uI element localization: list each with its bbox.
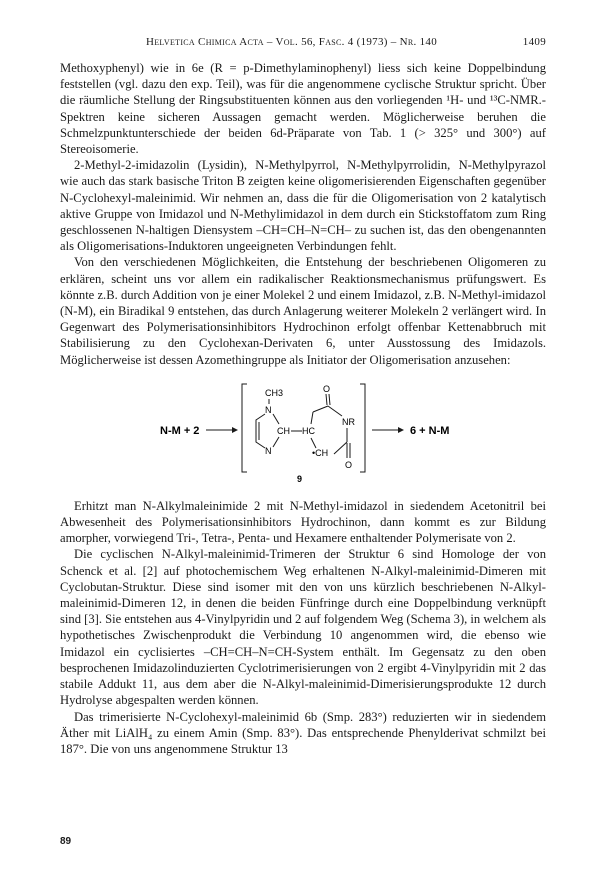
succinimide-bond-left-top — [311, 412, 313, 424]
succinimide-bond-top — [328, 406, 342, 416]
reaction-scheme — [60, 376, 546, 490]
imidazole-bond-top — [273, 414, 279, 424]
compound-number: 9 — [297, 473, 303, 484]
reaction-scheme-drawing — [60, 376, 546, 490]
carbonyl-carbon-bottom — [334, 442, 347, 454]
carbonyl-top-line-2 — [329, 394, 330, 405]
oxygen-top: O — [323, 383, 331, 394]
arrow-head-icon — [232, 427, 238, 433]
carbonyl-top-line-1 — [326, 394, 327, 405]
running-header — [60, 36, 546, 52]
ring-nitrogen-top: N — [265, 404, 272, 415]
article-body — [60, 60, 546, 757]
paragraph: Das trimerisierte N-Cyclohexyl-maleinimid 6b (Smp. 283°) reduzierten wir in siedendem Äther mit LiAlH₄ zu einem Amin (Smp. 83°). Das entsprechende Phenylderivat schmilzt bei 187°. Die von uns angenommene Struktur 13 — [60, 709, 546, 756]
ring-ch-label: CH — [277, 425, 290, 436]
scheme-products: 6 + N-M — [410, 424, 450, 437]
hc-label: HC — [302, 425, 315, 436]
methyl-label: CH3 — [265, 387, 284, 398]
sheet-number: 89 — [60, 836, 72, 847]
paragraph: Die cyclischen N-Alkyl-maleinimid-Trimeren der Struktur 6 sind Homologe der von Schenck et al. [2] auf photochemischem Weg erhaltenen N-Alkyl-maleinimid-Dimeren mit Cyclobutan-Struktur. Diese sind isomer mit den von uns kürzlich beschriebenen N-Alkyl-maleinimid-Dimeren 12, in denen die beiden Fünfringe durch eine Doppelbindung verknüpft sind [3]. Sie entstehen aus 4-Vinylpyridin und 2 auf folgendem Weg (Schema 3), in welchem als hypothetisches Zwischenprodukt die Verbindung 10 angenommen wird, die ebenso wie Imidazol ein cyclisiertes –CH=CH–N=CH-System enthält. Im Gegensatz zu den oben besprochenen Imidazolinduzierten Cyclotrimerisierungen von 2 ergibt 4-Vinylpyridin mit 2 das stabile Addukt 11, aus dem aber die N-Alkyl-maleinimid-Dimerisierungsprodukte 12 durch Hydrolyse abgespalten werden können. — [60, 547, 546, 708]
ring-nitrogen-bottom: N — [265, 445, 272, 456]
radical-ch-label: •CH — [312, 447, 329, 458]
paragraph: 2-Methyl-2-imidazolin (Lysidin), N-Methylpyrrol, N-Methylpyrrolidin, N-Methylpyrazol wie auch das stark basische Triton B zeigten keine oligomerisierenden Eigenschaften gegenüber N-Cyclohexyl-maleinimid. Wir nehmen an, dass die für die Oligomerisation von 2 katalytisch aktive Gruppe von Imidazol und N-Methylimidazol in dem durch ein Stickstoffatom zum Ring geschlossenen N-haltigen Diensystem –CH=CH–N=CH– zu suchen ist, das den obengenannten als Oligomerisations-Induktoren ungeeigneten Verbindungen fehlt. — [60, 158, 546, 254]
paragraph: Erhitzt man N-Alkylmaleinimide 2 mit N-Methyl-imidazol in siedendem Acetonitril bei Abwesenheit des Polymerisationsinhibitors Hydrochinon, dann kommt es zur Bildung amorpher, vorwiegend Tri-, Tetra-, Penta- und Hexamere enthaltender Polymerisate von 2. — [60, 498, 546, 546]
page-number: 1409 — [522, 36, 546, 48]
carbonyl-carbon-top — [313, 406, 328, 412]
running-title: Helvetica Chimica Acta – Vol. 56, Fasc. 4 (1973) – Nr. 140 — [146, 36, 438, 48]
oxygen-bottom: O — [345, 459, 353, 470]
arrow-head-icon — [398, 427, 404, 433]
paragraph: Von den verschiedenen Möglichkeiten, die Entstehung der beschriebenen Oligomeren zu erklären, scheint uns vor allem ein radikalischer Reaktionsmechanismus prüfungswert. Es könnte z.B. durch Addition von je einer Molekel 2 und einem Imidazol, z.B. N-Methyl-imidazol (N-M), ein Biradikal 9 entstehen, das durch Anlagerung weiterer Molekeln 2 verlängert wird. In Gegenwart des Polymerisationsinhibitors Hydrochinon erfolgt offenbar Kettenabbruch mit Stabilisierung zu den Cyclohexan-Derivaten 6, unter Ausstossung des Imidazols. Möglicherweise ist dessen Azomethingruppe als Initiator der Oligomerisation anzusehen: — [60, 255, 546, 367]
left-bracket — [242, 384, 247, 472]
right-bracket — [360, 384, 365, 472]
paragraph: Methoxyphenyl) wie in 6e (R = p-Dimethylaminophenyl) liess sich keine Doppelbindung feststellen (vgl. dazu den exp. Teil), was für die angenommene cyclische Struktur spricht. Über die räumliche Stellung der Ringsubstituenten können aus den vorliegenden ¹H- und ¹³C-NMR.-Spektren keine sicheren Aussagen gemacht werden. Möglicherweise beruhen die Schmelzpunktunterschiede der beiden 6d-Präparate von Tab. 1 (> 325° und 300°) auf Stereoisomerie. — [60, 61, 546, 157]
nr-label: NR — [342, 416, 355, 427]
succinimide-bond-left-bottom — [311, 438, 316, 448]
imidazole-bond-bottom — [273, 437, 279, 447]
imidazole-ring-back — [256, 414, 265, 448]
scheme-left-reactants: N-M + 2 — [160, 424, 200, 437]
